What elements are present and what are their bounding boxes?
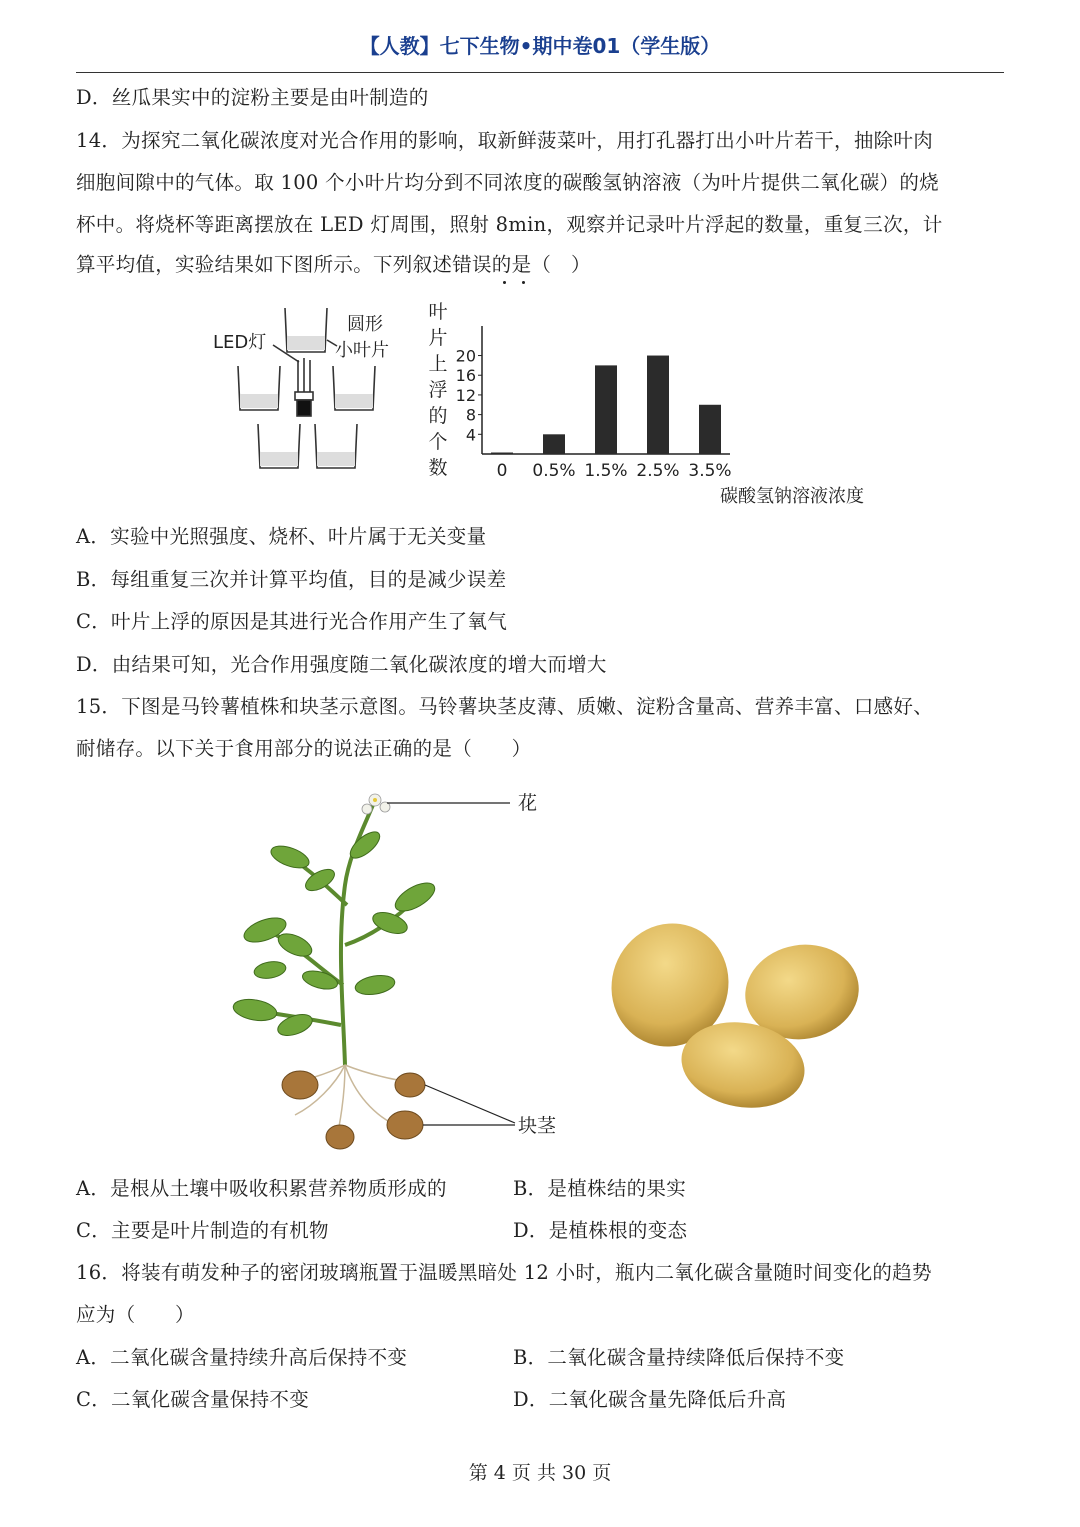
q14-option-a: A．实验中光照强度、烧杯、叶片属于无关变量 <box>76 525 487 548</box>
y-axis-label <box>428 301 447 479</box>
q15-stem-line-1: 15．下图是马铃薯植株和块茎示意图。马铃薯块茎皮薄、质嫩、淀粉含量高、营养丰富、口感好、 <box>76 695 934 718</box>
y-label-char: 叶 <box>428 301 448 323</box>
q16-option-a: A．二氧化碳含量持续升高后保持不变 <box>76 1346 408 1369</box>
q14-stem-line-2: 细胞间隙中的气体。取 100 个小叶片均分到不同浓度的碳酸氢钠溶液（为叶片提供二氧化碳）的烧 <box>76 171 939 194</box>
y-tick-label: 16 <box>455 366 476 386</box>
bar-0 <box>491 453 513 455</box>
q16-stem-line-1: 16．将装有萌发种子的密闭玻璃瓶置于温暖黑暗处 12 小时，瓶内二氧化碳含量随时间变化的趋势 <box>76 1261 932 1284</box>
y-tick-label: 8 <box>465 405 476 425</box>
bar-0.5% <box>543 434 565 454</box>
q14-option-b: B．每组重复三次并计算平均值，目的是减少误差 <box>76 568 507 591</box>
q14-stem-line-1: 14．为探究二氧化碳浓度对光合作用的影响，取新鲜菠菜叶，用打孔器打出小叶片若干，抽除叶肉 <box>76 129 934 152</box>
x-tick-label: 0 <box>496 461 508 481</box>
beaker-bottom-right <box>315 424 357 468</box>
x-tick-label: 2.5% <box>636 461 680 481</box>
q16-option-d: D．二氧化碳含量先降低后升高 <box>513 1388 787 1411</box>
x-tick-label: 3.5% <box>688 461 732 481</box>
y-label-char: 浮 <box>428 379 448 401</box>
y-label-char: 的 <box>428 405 448 427</box>
q15-option-d: D．是植株根的变态 <box>513 1219 688 1242</box>
q15-option-a: A．是根从土壤中吸收积累营养物质形成的 <box>76 1177 447 1200</box>
x-axis-label: 碳酸氢钠溶液浓度 <box>720 486 864 507</box>
bar-3.5% <box>699 405 721 454</box>
q13-option-d: D．丝瓜果实中的淀粉主要是由叶制造的 <box>76 86 429 109</box>
leaf-label-line-1: 圆形 <box>347 314 383 335</box>
bar-chart <box>420 298 880 510</box>
header-divider <box>76 72 1004 73</box>
beaker-bottom-left <box>258 424 300 468</box>
beaker-left <box>238 366 280 410</box>
led-bulb <box>295 358 313 416</box>
y-tick-labels <box>456 347 482 445</box>
q15-option-c: C．主要是叶片制造的有机物 <box>76 1219 329 1242</box>
beaker-top <box>285 308 327 352</box>
bar-1.5% <box>595 365 617 454</box>
led-beaker-diagram <box>205 300 415 480</box>
y-label-char: 片 <box>428 327 448 349</box>
q15-stem-line-2: 耐储存。以下关于食用部分的说法正确的是（ ） <box>76 737 532 760</box>
q14-option-c: C．叶片上浮的原因是其进行光合作用产生了氧气 <box>76 610 508 633</box>
q16-option-b: B．二氧化碳含量持续降低后保持不变 <box>513 1346 845 1369</box>
emphasis-dot <box>503 281 506 284</box>
x-tick-labels <box>497 461 732 481</box>
page-number: 第 4 页 共 30 页 <box>468 1462 612 1484</box>
flower-icon <box>362 794 390 814</box>
y-tick-label: 20 <box>455 346 476 366</box>
q14-option-d: D．由结果可知，光合作用强度随二氧化碳浓度的增大而增大 <box>76 653 607 676</box>
bars <box>491 356 721 454</box>
leaf-icon <box>232 827 439 1039</box>
potato-plant-illustration <box>225 785 585 1160</box>
bar-2.5% <box>647 356 669 454</box>
leaf-label-line-2: 小叶片 <box>335 340 389 361</box>
y-tick-label: 12 <box>455 385 476 405</box>
y-label-char: 个 <box>428 431 448 453</box>
q16-stem-line-2: 应为（ ） <box>76 1303 195 1326</box>
emphasis-dot <box>522 281 525 284</box>
beaker-right <box>333 366 375 410</box>
tuber-label: 块茎 <box>518 1115 557 1137</box>
q14-stem-line-4: 算平均值，实验结果如下图所示。下列叙述错误的是（ ） <box>76 253 591 276</box>
flower-label: 花 <box>518 792 538 814</box>
y-label-char: 上 <box>428 353 448 375</box>
q16-option-c: C．二氧化碳含量保持不变 <box>76 1388 310 1411</box>
x-tick-label: 0.5% <box>532 461 576 481</box>
potato-tubers-photo <box>605 910 865 1110</box>
q15-option-b: B．是植株结的果实 <box>513 1177 687 1200</box>
page-header-title: 【人教】七下生物•期中卷01（学生版） <box>359 34 721 58</box>
led-label: LED灯 <box>213 332 267 353</box>
q14-stem-line-3: 杯中。将烧杯等距离摆放在 LED 灯周围，照射 8min，观察并记录叶片浮起的数量，重复三次，计 <box>76 213 943 236</box>
y-label-char: 数 <box>428 457 448 479</box>
x-tick-label: 1.5% <box>584 461 628 481</box>
y-tick-label: 4 <box>465 425 476 445</box>
